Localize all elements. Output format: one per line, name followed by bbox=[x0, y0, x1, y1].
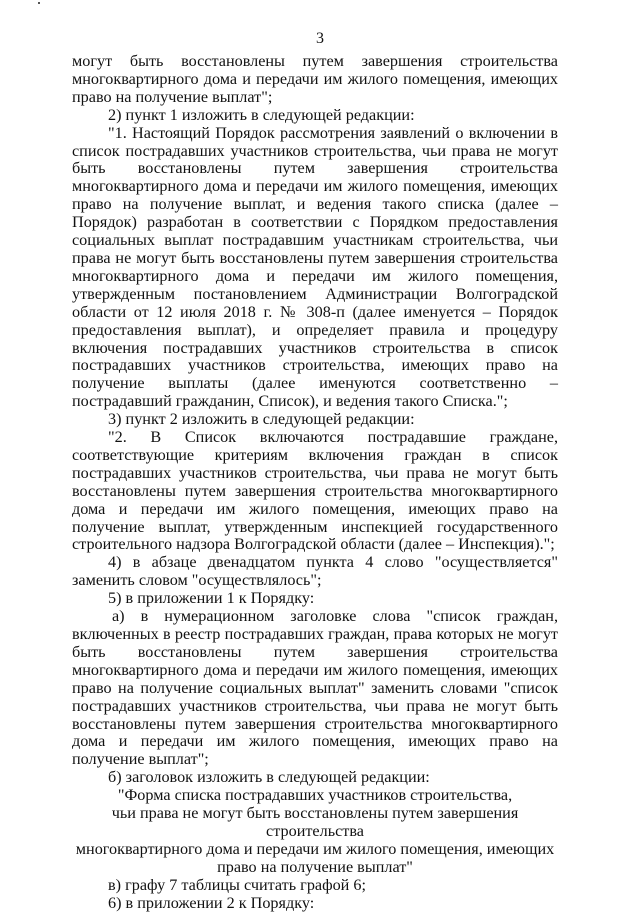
scan-speck bbox=[38, 2, 40, 4]
paragraph-item-6: 6) в приложении 2 к Порядку: bbox=[108, 893, 315, 912]
paragraph-item-2: 2) пункт 1 изложить в следующей редакции: bbox=[108, 105, 415, 124]
paragraph-subitem-v: в) графу 7 таблицы считать графой 6; bbox=[108, 875, 366, 894]
paragraph-quote-2: "2. В Список включаются пострадавшие граждане, соответствующие критериям включения граждан в список пострадавших участников строительства, чьи права не могут быть восстановлены путем завершения строительства многоквартирного дома и передачи им жилого помещения, имеющих право на получение выплат, утвержденным инспекцией государственного строительного надзора Волгоградской области (далее – Инспекция)."; bbox=[72, 428, 558, 554]
paragraph-item-3: 3) пункт 2 изложить в следующей редакции: bbox=[108, 410, 415, 429]
form-title-line: "Форма списка пострадавших участников строительства, bbox=[117, 786, 513, 805]
paragraph-quote-1: "1. Настоящий Порядок рассмотрения заявлений о включении в список пострадавших участников строительства, чьи права не могут быть восстановлены путем завершения строительства многоквартирного дома и передачи им жилого помещения, имеющих право на получение выплат, и ведения такого списка (далее – Порядок) разработан в соответствии с Порядком предоставления социальных выплат пострадавшим участникам строительства, чьи права не могут быть восстановлены путем завершения строительства многоквартирного дома и передачи им жилого помещения, утвержденным постановлением Администрации Волгоградской области от 12 июля 2018 г. № 308-п (далее именуется – Порядок предоставления выплат), и определяет правила и процедуру включения пострадавших участников строительства в список пострадавших участников строительства, имеющих право на получение выплаты (далее именуются соответственно – пострадавший гражданин, Список), и ведения такого Списка."; bbox=[72, 123, 558, 411]
paragraph-subitem-a: а) в нумерационном заголовке слова "список граждан, включенных в реестр пострадавших граждан, права которых не могут быть восстановлены путем завершения строительства многоквартирного дома и передачи им жилого помещения, имеющих право на получение социальных выплат" заменить словами "список пострадавших участников строительства, чьи права не могут быть восстановлены путем завершения строительства многоквартирного дома и передачи им жилого помещения, имеющих право на получение выплат"; bbox=[72, 607, 558, 769]
form-title-line: право на получение выплат" bbox=[217, 857, 413, 876]
document-body bbox=[72, 53, 558, 913]
page-number: 3 bbox=[316, 30, 324, 47]
paragraph-subitem-b: б) заголовок изложить в следующей редакции: bbox=[108, 768, 430, 787]
form-title-line: многоквартирного дома и передачи им жилого помещения, имеющих bbox=[75, 839, 555, 858]
paragraph-continuation: могут быть восстановлены путем завершения строительства многоквартирного дома и передачи им жилого помещения, имеющих право на получение выплат"; bbox=[72, 52, 558, 106]
form-title-line: чьи права не могут быть восстановлены путем завершения строительства bbox=[111, 804, 519, 840]
paragraph-item-4: 4) в абзаце двенадцатом пункта 4 слово "осуществляется" заменить словом "осуществлялось"; bbox=[72, 553, 558, 590]
paragraph-item-5: 5) в приложении 1 к Порядку: bbox=[108, 589, 315, 608]
form-title-block bbox=[72, 787, 558, 877]
